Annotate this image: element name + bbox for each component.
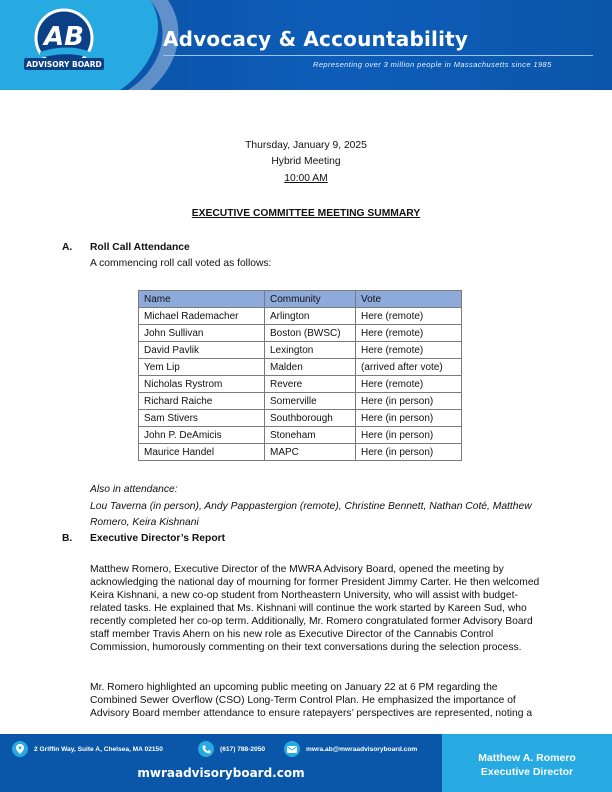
member-vote: Here (in person) <box>356 444 462 461</box>
footer-email <box>284 741 417 757</box>
meeting-type: Hybrid Meeting <box>271 156 341 167</box>
member-community: Lexington <box>265 342 356 359</box>
section-a-title: Roll Call Attendance <box>90 242 190 253</box>
member-community: Revere <box>265 376 356 393</box>
table-row <box>139 359 462 376</box>
member-vote: Here (in person) <box>356 410 462 427</box>
member-name: John Sullivan <box>139 325 265 342</box>
member-vote: Here (remote) <box>356 308 462 325</box>
paragraph-line: staff member Travis Ahern on his new role as Executive Director of the Cannabis Control <box>90 629 494 640</box>
phone-icon <box>198 741 214 757</box>
column-header-name: Name <box>139 291 265 308</box>
map-pin-icon <box>12 741 28 757</box>
signer-title: Executive Director <box>480 766 574 778</box>
header-tagline: Representing over 3 million people in Massachusetts since 1985 <box>313 60 552 69</box>
email-icon <box>284 741 300 757</box>
paragraph-line: Matthew Romero, Executive Director of the MWRA Advisory Board, opened the meeting by <box>90 564 504 575</box>
svg-text:ADVISORY BOARD: ADVISORY BOARD <box>26 60 102 69</box>
table-row <box>139 427 462 444</box>
section-a-letter: A. <box>62 242 73 253</box>
signer-name: Matthew A. Romero <box>478 752 576 764</box>
member-community: Stoneham <box>265 427 356 444</box>
header-title: Advocacy & Accountability <box>163 27 469 51</box>
footer-phone <box>198 741 265 757</box>
member-vote: (arrived after vote) <box>356 359 462 376</box>
paragraph-line: recently completed her co-op term. Additionally, Mr. Romero congratulated former Advisory Board <box>90 616 533 627</box>
phone-text[interactable]: (617) 788-2050 <box>220 745 266 753</box>
footer-contact-panel <box>0 734 442 792</box>
also-attending-line-2: Romero, Keira Kishnani <box>90 517 199 528</box>
email-text[interactable]: mwra.ab@mwraadvisoryboard.com <box>306 745 418 753</box>
executive-report-paragraph-1 <box>90 563 590 654</box>
member-name: John P. DeAmicis <box>139 427 265 444</box>
member-name: Richard Raiche <box>139 393 265 410</box>
member-name: Yem Lip <box>139 359 265 376</box>
member-community: Boston (BWSC) <box>265 325 356 342</box>
member-name: Sam Stivers <box>139 410 265 427</box>
paragraph-line: Commission, humorously commenting on their text conversations during the selection process. <box>90 642 522 653</box>
footer-signer-panel <box>442 734 612 792</box>
paragraph-line: acknowledging the national day of mourning for former President Jimmy Carter. He then welcomed <box>90 577 540 588</box>
member-name: Michael Rademacher <box>139 308 265 325</box>
advisory-board-logo <box>0 0 150 90</box>
roll-call-table <box>138 290 462 461</box>
member-vote: Here (remote) <box>356 342 462 359</box>
roll-call-intro: A commencing roll call voted as follows: <box>90 258 272 269</box>
also-attending-label: Also in attendance: <box>90 484 178 495</box>
footer-address <box>12 741 163 757</box>
paragraph-line: related tasks. He explained that Ms. Kishnani will continue the work started by Kareen Sud, who <box>90 603 527 614</box>
table-row <box>139 342 462 359</box>
table-row <box>139 325 462 342</box>
table-row <box>139 410 462 427</box>
member-name: Nicholas Rystrom <box>139 376 265 393</box>
column-header-community: Community <box>265 291 356 308</box>
member-community: MAPC <box>265 444 356 461</box>
table-row <box>139 308 462 325</box>
section-b-letter: B. <box>62 533 73 544</box>
member-vote: Here (remote) <box>356 376 462 393</box>
member-vote: Here (in person) <box>356 427 462 444</box>
column-header-vote: Vote <box>356 291 462 308</box>
address-text: 2 Griffin Way, Suite A, Chelsea, MA 02150 <box>34 745 163 753</box>
document-title: EXECUTIVE COMMITTEE MEETING SUMMARY <box>191 208 421 219</box>
member-community: Malden <box>265 359 356 376</box>
svg-text:AB: AB <box>44 22 84 52</box>
member-community: Arlington <box>265 308 356 325</box>
member-community: Somerville <box>265 393 356 410</box>
paragraph-line: Advisory Board member attendance to ensure ratepayers’ perspectives are represented, noting a <box>90 708 533 719</box>
header-divider <box>163 55 593 56</box>
member-name: Maurice Handel <box>139 444 265 461</box>
member-vote: Here (remote) <box>356 325 462 342</box>
table-row <box>139 376 462 393</box>
paragraph-line: Combined Sewer Overflow (CSO) Long-Term Control Plan. He emphasized the importance of <box>90 695 516 706</box>
meeting-time: 10:00 AM <box>284 173 328 184</box>
paragraph-line: Keira Kishnani, a new co-op student from Northeastern University, who will assist with budget- <box>90 590 518 601</box>
table-row <box>139 393 462 410</box>
member-vote: Here (in person) <box>356 393 462 410</box>
member-name: David Pavlik <box>139 342 265 359</box>
meeting-date: Thursday, January 9, 2025 <box>245 140 367 151</box>
paragraph-line: Mr. Romero highlighted an upcoming public meeting on January 22 at 6 PM regarding the <box>90 682 498 693</box>
table-row <box>139 444 462 461</box>
letterhead-footer <box>0 734 612 792</box>
ab-logo-icon <box>0 0 150 90</box>
signer-block <box>442 751 612 779</box>
letterhead-header <box>0 0 612 90</box>
table-header-row <box>139 291 462 308</box>
footer-website[interactable]: mwraadvisoryboard.com <box>137 766 305 780</box>
executive-report-paragraph-2 <box>90 681 590 720</box>
also-attending-line-1: Lou Taverna (in person), Andy Pappastergion (remote), Christine Bennett, Nathan Coté, Matthew <box>90 501 532 512</box>
section-b-title: Executive Director’s Report <box>90 533 226 544</box>
member-community: Southborough <box>265 410 356 427</box>
